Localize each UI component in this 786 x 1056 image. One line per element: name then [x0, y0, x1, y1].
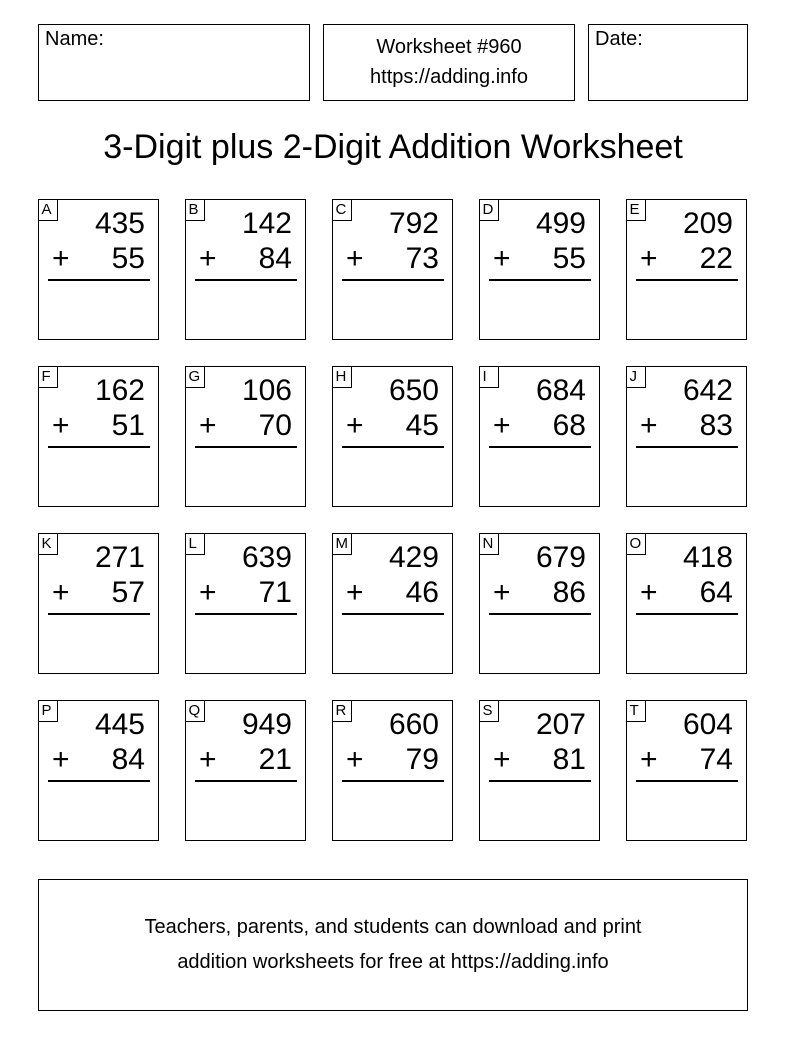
problem-label: A	[38, 199, 58, 221]
answer-line	[48, 446, 150, 448]
second-addend: 57	[111, 576, 145, 609]
answer-line	[342, 279, 444, 281]
problem-label: S	[479, 700, 499, 722]
plus-sign: +	[52, 409, 70, 442]
footer-text-line-2: addition worksheets for free at https://adding.info	[177, 951, 609, 973]
first-addend: 162	[94, 374, 145, 407]
second-addend: 55	[552, 242, 586, 275]
second-addend: 21	[258, 743, 292, 776]
problem-card	[38, 533, 159, 674]
problem-label: D	[479, 199, 499, 221]
second-addend: 45	[405, 409, 439, 442]
problem-card	[38, 199, 159, 340]
answer-line	[342, 613, 444, 615]
problem-label: M	[332, 533, 352, 555]
worksheet-info-box	[323, 24, 575, 101]
answer-line	[195, 613, 297, 615]
problem-card	[479, 700, 600, 841]
date-label: Date:	[595, 28, 643, 50]
answer-line	[48, 613, 150, 615]
first-addend: 418	[682, 541, 733, 574]
problem-label: I	[479, 366, 499, 388]
problem-card	[479, 199, 600, 340]
plus-sign: +	[493, 409, 511, 442]
answer-line	[48, 279, 150, 281]
first-addend: 792	[388, 207, 439, 240]
answer-line	[636, 780, 738, 782]
problem-card	[185, 700, 306, 841]
problem-card	[479, 533, 600, 674]
first-addend: 106	[241, 374, 292, 407]
plus-sign: +	[640, 576, 658, 609]
second-addend: 79	[405, 743, 439, 776]
second-addend: 70	[258, 409, 292, 442]
first-addend: 271	[94, 541, 145, 574]
footer-box	[38, 879, 748, 1011]
problem-label: C	[332, 199, 352, 221]
first-addend: 499	[535, 207, 586, 240]
answer-line	[342, 780, 444, 782]
second-addend: 22	[699, 242, 733, 275]
problem-card	[332, 700, 453, 841]
problem-label: Q	[185, 700, 205, 722]
problem-card	[332, 366, 453, 507]
plus-sign: +	[52, 576, 70, 609]
worksheet-number: Worksheet #960	[376, 36, 522, 58]
first-addend: 679	[535, 541, 586, 574]
plus-sign: +	[52, 743, 70, 776]
plus-sign: +	[640, 409, 658, 442]
first-addend: 207	[535, 708, 586, 741]
plus-sign: +	[199, 242, 217, 275]
first-addend: 429	[388, 541, 439, 574]
second-addend: 84	[258, 242, 292, 275]
first-addend: 445	[94, 708, 145, 741]
answer-line	[636, 613, 738, 615]
problem-card	[38, 366, 159, 507]
answer-line	[195, 279, 297, 281]
problem-label: O	[626, 533, 646, 555]
problem-label: K	[38, 533, 58, 555]
problem-card	[332, 199, 453, 340]
answer-line	[636, 279, 738, 281]
problem-label: G	[185, 366, 205, 388]
first-addend: 642	[682, 374, 733, 407]
second-addend: 71	[258, 576, 292, 609]
second-addend: 84	[111, 743, 145, 776]
plus-sign: +	[493, 242, 511, 275]
answer-line	[636, 446, 738, 448]
plus-sign: +	[640, 242, 658, 275]
second-addend: 86	[552, 576, 586, 609]
problem-card	[185, 533, 306, 674]
problem-label: E	[626, 199, 646, 221]
first-addend: 684	[535, 374, 586, 407]
first-addend: 949	[241, 708, 292, 741]
answer-line	[489, 279, 591, 281]
answer-line	[489, 780, 591, 782]
problem-label: J	[626, 366, 646, 388]
problem-label: T	[626, 700, 646, 722]
problem-label: F	[38, 366, 58, 388]
answer-line	[195, 446, 297, 448]
date-field-box	[588, 24, 748, 101]
plus-sign: +	[199, 409, 217, 442]
problem-card	[479, 366, 600, 507]
plus-sign: +	[199, 576, 217, 609]
plus-sign: +	[346, 409, 364, 442]
plus-sign: +	[640, 743, 658, 776]
plus-sign: +	[199, 743, 217, 776]
plus-sign: +	[493, 576, 511, 609]
answer-line	[48, 780, 150, 782]
first-addend: 639	[241, 541, 292, 574]
first-addend: 435	[94, 207, 145, 240]
problem-label: L	[185, 533, 205, 555]
plus-sign: +	[346, 743, 364, 776]
problem-label: P	[38, 700, 58, 722]
problem-label: H	[332, 366, 352, 388]
second-addend: 68	[552, 409, 586, 442]
problem-card	[185, 366, 306, 507]
plus-sign: +	[493, 743, 511, 776]
answer-line	[342, 446, 444, 448]
problem-label: R	[332, 700, 352, 722]
plus-sign: +	[52, 242, 70, 275]
first-addend: 650	[388, 374, 439, 407]
problem-card	[38, 700, 159, 841]
first-addend: 660	[388, 708, 439, 741]
second-addend: 64	[699, 576, 733, 609]
problem-card	[626, 366, 747, 507]
second-addend: 55	[111, 242, 145, 275]
page-title: 3-Digit plus 2-Digit Addition Worksheet	[103, 128, 683, 166]
problem-card	[626, 199, 747, 340]
problem-label: B	[185, 199, 205, 221]
problem-card	[626, 700, 747, 841]
first-addend: 209	[682, 207, 733, 240]
answer-line	[489, 613, 591, 615]
problem-card	[332, 533, 453, 674]
plus-sign: +	[346, 576, 364, 609]
name-field-box	[38, 24, 310, 101]
problem-card	[626, 533, 747, 674]
answer-line	[489, 446, 591, 448]
plus-sign: +	[346, 242, 364, 275]
first-addend: 142	[241, 207, 292, 240]
second-addend: 81	[552, 743, 586, 776]
first-addend: 604	[682, 708, 733, 741]
second-addend: 73	[405, 242, 439, 275]
second-addend: 74	[699, 743, 733, 776]
second-addend: 46	[405, 576, 439, 609]
second-addend: 83	[699, 409, 733, 442]
footer-text-line-1: Teachers, parents, and students can download and print	[144, 916, 642, 938]
name-label: Name:	[45, 28, 104, 50]
answer-line	[195, 780, 297, 782]
problem-label: N	[479, 533, 499, 555]
problem-card	[185, 199, 306, 340]
worksheet-url: https://adding.info	[370, 66, 528, 88]
second-addend: 51	[111, 409, 145, 442]
